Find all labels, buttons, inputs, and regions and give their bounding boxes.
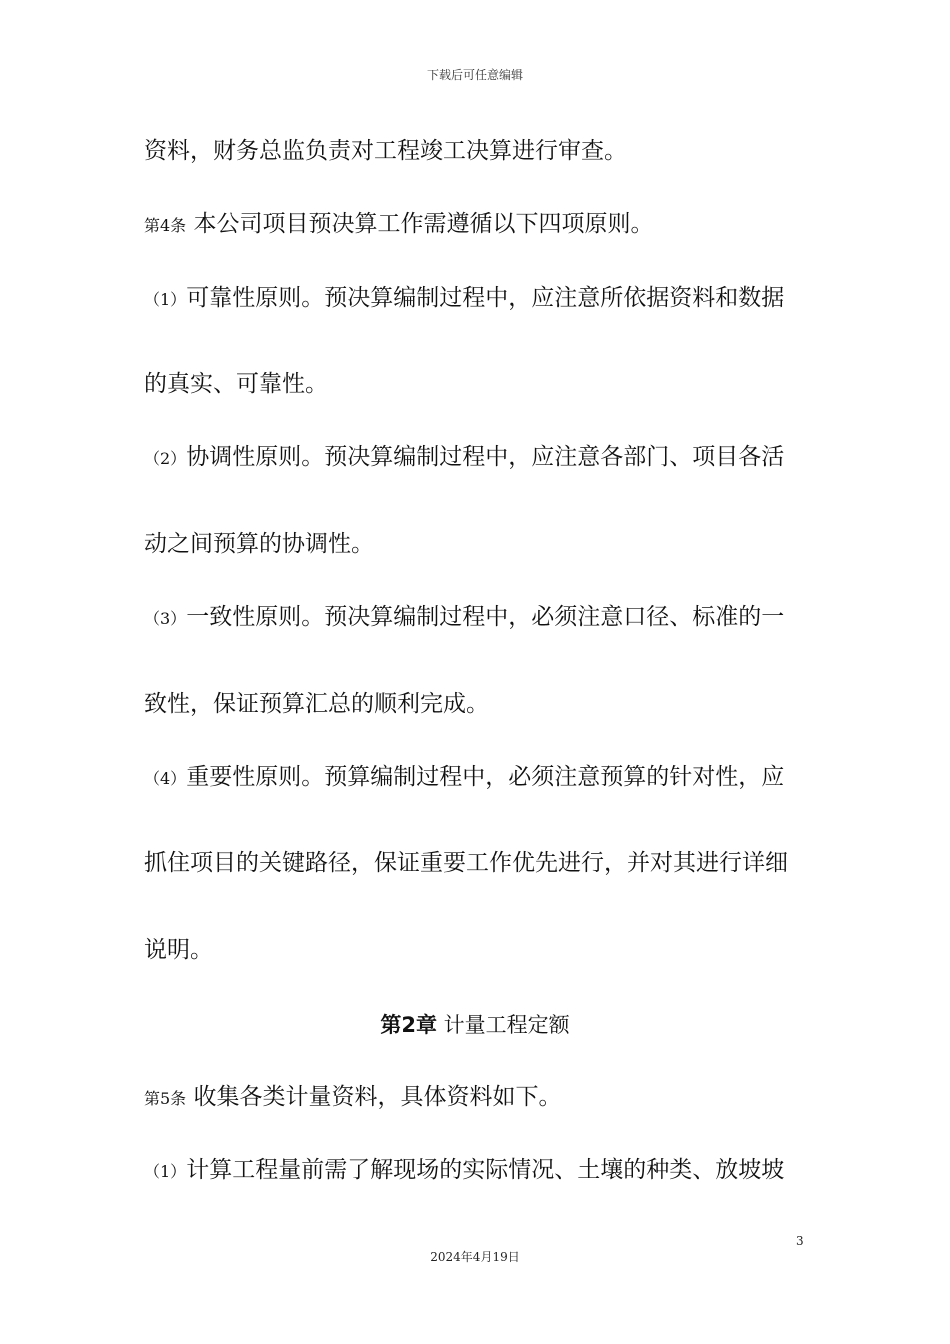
principle-2-continued: 动之间预算的协调性。 [144, 531, 374, 557]
article-5 [144, 1082, 562, 1114]
item-label: （4） [144, 769, 187, 788]
article-label: 第4条 [144, 216, 187, 235]
item-label: （2） [144, 449, 187, 468]
item-label: （1） [144, 1162, 187, 1181]
page-footer-date: 2024年4月19日 [430, 1250, 520, 1264]
principle-3-continued: 致性，保证预算汇总的顺利完成。 [144, 691, 489, 717]
page-number: 3 [796, 1234, 804, 1248]
chapter-heading [0, 1010, 950, 1040]
article-text: 收集各类计量资料，具体资料如下。 [193, 1084, 562, 1110]
article-label: 第5条 [144, 1089, 187, 1108]
item-text: 协调性原则。预决算编制过程中，应注意各部门、项目各活 [186, 444, 785, 470]
item-label: （1） [144, 290, 187, 309]
article-text: 本公司项目预决算工作需遵循以下四项原则。 [193, 211, 654, 237]
chapter-title: 计量工程定额 [443, 1013, 570, 1037]
principle-4 [144, 762, 784, 794]
principle-4-continued: 抓住项目的关键路径，保证重要工作优先进行，并对其进行详细 [144, 850, 788, 876]
page-header: 下载后可任意编辑 [426, 68, 523, 82]
principle-3 [144, 602, 784, 634]
chapter-number: 第2章 [380, 1013, 437, 1037]
item-text: 重要性原则。预算编制过程中，必须注意预算的针对性，应 [186, 764, 785, 790]
item-5-1 [144, 1155, 784, 1187]
item-text: 一致性原则。预决算编制过程中，必须注意口径、标准的一 [186, 604, 785, 630]
item-text: 可靠性原则。预决算编制过程中，应注意所依据资料和数据 [186, 285, 785, 311]
article-4 [144, 209, 654, 241]
paragraph-line: 资料，财务总监负责对工程竣工决算进行审查。 [144, 138, 627, 164]
item-label: （3） [144, 609, 187, 628]
principle-4-continued-2: 说明。 [144, 937, 213, 963]
principle-1 [144, 283, 784, 315]
item-text: 计算工程量前需了解现场的实际情况、土壤的种类、放坡坡 [186, 1157, 785, 1183]
principle-2 [144, 442, 784, 474]
principle-1-continued: 的真实、可靠性。 [144, 371, 328, 397]
